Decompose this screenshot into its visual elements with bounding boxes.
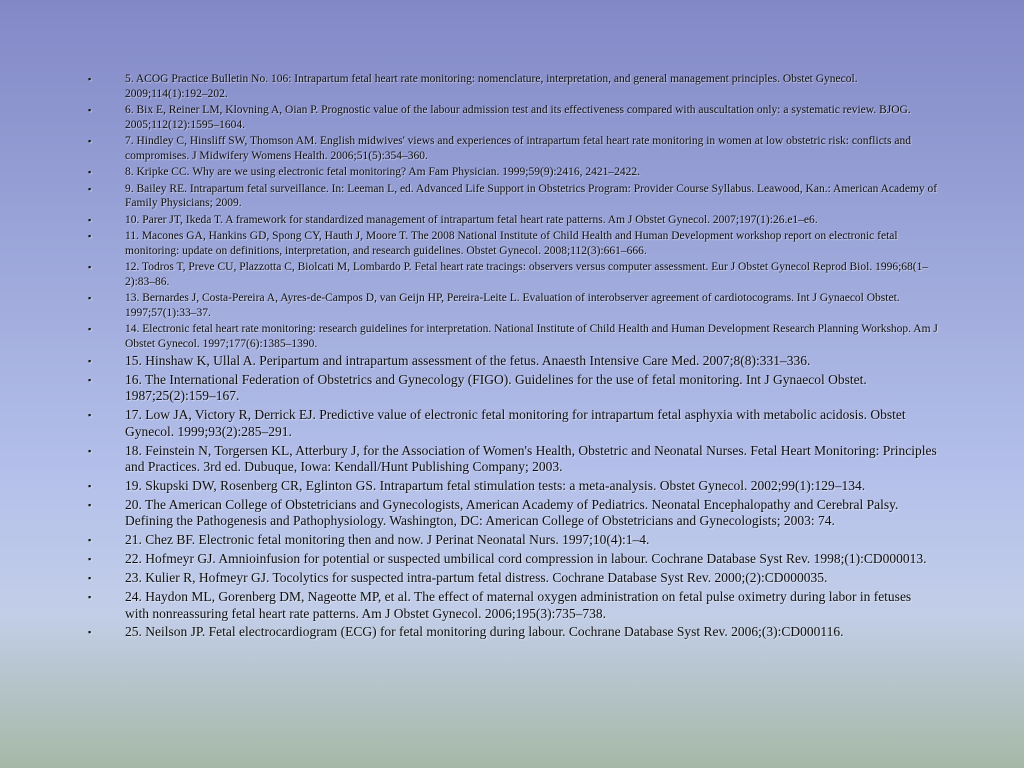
square-bullet-icon: ▪ [88, 356, 92, 366]
reference-text: 9. Bailey RE. Intrapartum fetal surveillance. In: Leeman L, ed. Advanced Life Support in Obstetrics Program: Provider Course Syllabus. Leawood, Kan.: American Academy of Family Physicians; 2009. [125, 182, 938, 209]
square-bullet-icon: ▪ [88, 214, 92, 225]
square-bullet-icon: ▪ [88, 481, 92, 492]
reference-text: 11. Macones GA, Hankins GD, Spong CY, Hauth J, Moore T. The 2008 National Institute of Child Health and Human Development workshop report on electronic fetal monitoring: update on definitions, interpretation, and research guidelines. Obstet Gynecol. 2008;112(3):661–666. [125, 230, 898, 257]
reference-item [88, 624, 938, 641]
reference-item [88, 551, 938, 568]
reference-item [88, 497, 938, 530]
reference-text: 24. Haydon ML, Gorenberg DM, Nageotte MP, et al. The effect of maternal oxygen administration on fetal pulse oximetry during labor in fetuses with nonreassuring fetal heart rate patterns. Am J Obstet Gynecol. 2006;195(3):735–738. [125, 589, 912, 621]
reference-text: 16. The International Federation of Obstetrics and Gynecology (FIGO). Guidelines for the use of fetal monitoring. Int J Gynaecol Obstet. 1987;25(2):159–167. [125, 371, 867, 404]
reference-text: 23. Kulier R, Hofmeyr GJ. Tocolytics for suspected intra-partum fetal distress. Cochrane Database Syst Rev. 2000;(2):CD000035. [125, 570, 828, 586]
reference-text: 25. Neilson JP. Fetal electrocardiogram (ECG) for fetal monitoring during labour. Cochrane Database Syst Rev. 2006;(3):CD000116. [125, 624, 844, 640]
square-bullet-icon: ▪ [88, 627, 92, 638]
reference-item [88, 291, 938, 320]
reference-text: 21. Chez BF. Electronic fetal monitoring then and now. J Perinat Neonatal Nurs. 1997;10(4):1–4. [125, 532, 650, 548]
reference-item [88, 72, 938, 101]
reference-item [88, 165, 938, 180]
square-bullet-icon: ▪ [88, 445, 92, 456]
square-bullet-icon: ▪ [88, 592, 92, 603]
reference-item [88, 407, 938, 440]
reference-item [88, 589, 938, 622]
reference-item [88, 478, 938, 495]
square-bullet-icon: ▪ [88, 535, 92, 546]
square-bullet-icon: ▪ [88, 410, 92, 421]
reference-item [88, 213, 938, 228]
reference-item [88, 443, 938, 476]
reference-item [88, 570, 938, 587]
square-bullet-icon: ▪ [88, 293, 92, 303]
reference-text: 19. Skupski DW, Rosenberg CR, Eglinton GS. Intrapartum fetal stimulation tests: a meta-analysis. Obstet Gynecol. 2002;99(1):129–134. [125, 478, 866, 494]
reference-text: 13. Bernardes J, Costa-Pereira A, Ayres-de-Campos D, van Geijn HP, Pereira-Leite L. Evaluation of interobserver agreement of cardiotocograms. Int J Gynaecol Obstet. 1997;57(1):33–37. [125, 292, 900, 319]
reference-item [88, 103, 938, 132]
reference-text: 5. ACOG Practice Bulletin No. 106: Intrapartum fetal heart rate monitoring: nomenclature, interpretation, and general management principles. Obstet Gynecol. 2009;114(1):192–202. [125, 73, 858, 100]
reference-item [88, 353, 938, 370]
square-bullet-icon: ▪ [88, 231, 92, 241]
reference-item [88, 229, 938, 258]
square-bullet-icon: ▪ [88, 573, 92, 584]
reference-text: 20. The American College of Obstetricians and Gynecologists, American Academy of Pediatrics. Neonatal Encephalopathy and Cerebral Palsy. Defining the Pathogenesis and Pathophysiology. Washington, DC: American College of Obstetricians and Gynecologists; 2003: 74. [125, 496, 899, 529]
reference-text: 17. Low JA, Victory R, Derrick EJ. Predictive value of electronic fetal monitoring for intrapartum fetal asphyxia with metabolic acidosis. Obstet Gynecol. 1999;93(2):285–291. [125, 407, 906, 439]
reference-text: 7. Hindley C, Hinsliff SW, Thomson AM. English midwives' views and experiences of intrapartum fetal heart rate monitoring in women at low obstetric risk: conflicts and compromises. J Midwifery Womens Health. 2006;51(5):354–360. [125, 135, 911, 162]
reference-item [88, 532, 938, 549]
reference-item [88, 134, 938, 163]
reference-item [88, 322, 938, 351]
square-bullet-icon: ▪ [88, 167, 92, 177]
reference-item [88, 372, 938, 405]
square-bullet-icon: ▪ [88, 374, 92, 385]
square-bullet-icon: ▪ [88, 105, 92, 115]
reference-text: 8. Kripke CC. Why are we using electronic fetal monitoring? Am Fam Physician. 1999;59(9):2416, 2421–2422. [125, 166, 640, 178]
square-bullet-icon: ▪ [88, 183, 92, 194]
reference-item [88, 260, 938, 289]
square-bullet-icon: ▪ [88, 136, 92, 146]
reference-text: 15. Hinshaw K, Ullal A. Peripartum and intrapartum assessment of the fetus. Anaesth Intensive Care Med. 2007;8(8):331–336. [125, 353, 811, 368]
square-bullet-icon: ▪ [88, 499, 92, 510]
square-bullet-icon: ▪ [88, 74, 92, 84]
reference-text: 10. Parer JT, Ikeda T. A framework for standardized management of intrapartum fetal heart rate patterns. Am J Obstet Gynecol. 2007;197(1):26.e1–e6. [125, 213, 818, 226]
reference-text: 6. Bix E, Reiner LM, Klovning A, Oian P. Prognostic value of the labour admission test and its effectiveness compared with auscultation only: a systematic review. BJOG. 2005;112(12):1595–1604. [125, 104, 911, 131]
reference-text: 22. Hofmeyr GJ. Amnioinfusion for potential or suspected umbilical cord compression in labour. Cochrane Database Syst Rev. 1998;(1):CD000013. [125, 551, 927, 567]
square-bullet-icon: ▪ [88, 324, 92, 334]
reference-item [88, 182, 938, 211]
reference-list [88, 72, 938, 643]
reference-text: 14. Electronic fetal heart rate monitoring: research guidelines for interpretation. National Institute of Child Health and Human Development Research Planning Workshop. Am J Obstet Gynecol. 1997;177(6):1385–1390. [125, 323, 938, 350]
reference-text: 18. Feinstein N, Torgersen KL, Atterbury J, for the Association of Women's Health, Obstetric and Neonatal Nurses. Fetal Heart Monitoring: Principles and Practices. 3rd ed. Dubuque, Iowa: Kendall/Hunt Publishing Company; 2003. [125, 442, 937, 475]
square-bullet-icon: ▪ [88, 554, 92, 565]
reference-text: 12. Todros T, Preve CU, Plazzotta C, Biolcati M, Lombardo P. Fetal heart rate tracings: observers versus computer assessment. Eur J Obstet Gynecol Reprod Biol. 1996;68(1–2):83–86. [125, 261, 929, 288]
square-bullet-icon: ▪ [88, 262, 92, 272]
